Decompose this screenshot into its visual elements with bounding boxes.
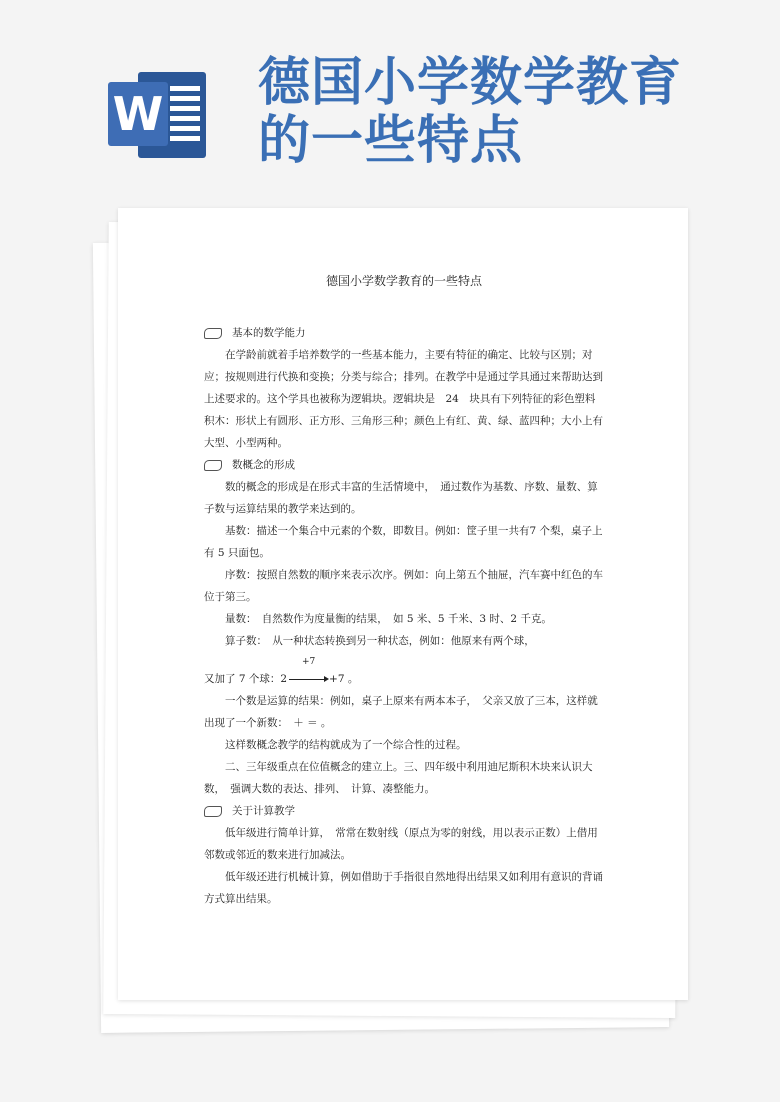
- section-heading-text: 基本的数学能力: [232, 327, 306, 339]
- paragraph: 低年级进行简单计算， 常常在数射线（原点为零的射线，用以表示正数）上借用邻数或邻近的数来进行加减法。: [204, 827, 598, 861]
- section-heading-2: [204, 454, 604, 476]
- formula-suffix: +7 。: [329, 673, 359, 685]
- paragraph: 这样数概念教学的结构就成为了一个综合性的过程。: [225, 739, 467, 751]
- paragraph: 二、三年级重点在位值概念的建立上。三、四年级中利用迪尼斯积木块来认识大数， 强调大数的表达、排列、 计算、凑整能力。: [204, 761, 593, 795]
- paragraph: 量数： 自然数作为度量衡的结果， 如 5 米、5 千米、3 时、2 千克。: [225, 613, 552, 625]
- section-heading-3: [204, 800, 604, 822]
- paragraph: 序数：按照自然数的顺序来表示次序。例如：向上第五个抽屉，汽车赛中红色的车位于第三。: [204, 569, 603, 603]
- paragraph: 一个数是运算的结果：例如，桌子上原来有两本本子， 父亲又放了三本，这样就出现了一个新数： ＋ ＝ 。: [204, 695, 598, 729]
- hand-pointer-icon: [204, 806, 222, 817]
- paragraph: 基数：描述一个集合中元素的个数，即数目。例如：筐子里一共有7 个梨，桌子上有 5 只面包。: [204, 525, 603, 559]
- hand-pointer-icon: [204, 328, 222, 339]
- paragraph: 数的概念的形成是在形式丰富的生活情境中， 通过数作为基数、序数、量数、算子数与运算结果的教学来达到的。: [204, 481, 598, 515]
- paragraph: 算子数： 从一种状态转换到另一种状态，例如：他原来有两个球，: [225, 635, 535, 647]
- arrow-icon: [289, 679, 327, 680]
- section-heading-text: 数概念的形成: [232, 459, 295, 471]
- paragraph: 低年级还进行机械计算，例如借助于手指很自然地得出结果又如利用有意识的背诵方式算出结果。: [204, 871, 603, 905]
- formula-line: [204, 668, 604, 690]
- formula-operator: +7: [302, 657, 316, 667]
- word-icon: [108, 66, 208, 162]
- word-letter: W: [108, 82, 168, 146]
- title-line-1: 德国小学数学教育: [258, 53, 683, 113]
- page-title: [258, 54, 768, 170]
- hand-pointer-icon: [204, 460, 222, 471]
- section-heading-text: 关于计算教学: [232, 805, 295, 817]
- document-page: [118, 208, 688, 1000]
- title-line-2: 的一些特点: [258, 111, 524, 171]
- document-body: [204, 270, 604, 910]
- section-heading-1: [204, 322, 604, 344]
- document-title: 德国小学数学教育的一些特点: [325, 274, 482, 288]
- paragraph: 在学龄前就着手培养数学的一些基本能力，主要有特征的确定、比较与区别；对应；按规则进行代换和变换；分类与综合；排列。在教学中是通过学具通过来帮助达到上述要求的。这个学具也被称为逻辑块。逻辑块是 24 块具有下列特征的彩色塑料积木：形状上有圆形、正方形、三角形三种；颜色上有红、黄、绿、蓝四种；大小上有大型、小型两种。: [204, 349, 603, 449]
- page-header: [0, 0, 780, 200]
- formula-prefix: 又加了 7 个球：2: [204, 673, 288, 685]
